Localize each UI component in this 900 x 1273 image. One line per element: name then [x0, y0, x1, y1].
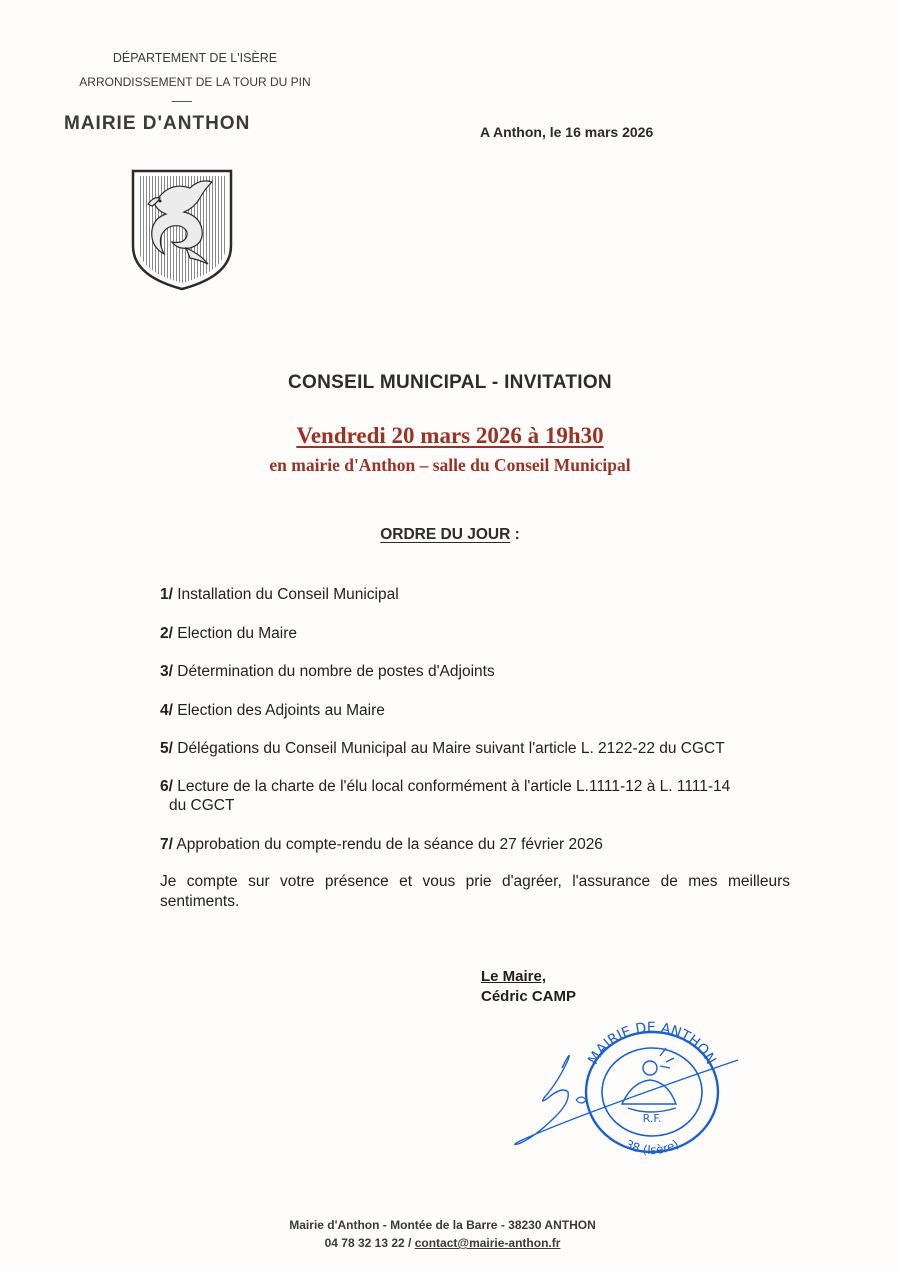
stamp-center-text: R.F. [642, 1112, 662, 1125]
agenda-item-number: 4/ [160, 702, 173, 719]
letterhead-divider [172, 101, 192, 102]
footer-separator: / [404, 1236, 415, 1250]
agenda-item-2 [160, 624, 800, 643]
official-stamp-icon [500, 1012, 750, 1162]
agenda-item-text: Approbation du compte-rendu de la séance du 27 février 2026 [176, 836, 603, 853]
footer-contact [0, 1236, 885, 1250]
closing-paragraph: Je compte sur votre présence et vous prie d'agréer, l'assurance de mes meilleurs sentiments. [160, 873, 790, 910]
agenda-item-number: 3/ [160, 663, 173, 680]
agenda-item-text-continued: du CGCT [169, 797, 235, 814]
signatory-title: Le Maire, [481, 968, 547, 985]
department-label: DÉPARTEMENT DE L'ISÈRE [112, 51, 278, 65]
agenda-item-number: 7/ [160, 836, 173, 853]
agenda-item-3 [160, 662, 800, 681]
agenda-item-text: Election du Maire [177, 625, 298, 642]
agenda-item-number: 5/ [160, 740, 173, 757]
agenda-label-suffix: : [510, 526, 520, 543]
agenda-item-text: Installation du Conseil Municipal [177, 586, 399, 603]
mairie-title: MAIRIE D'ANTHON [64, 113, 251, 134]
arrondissement-label: ARRONDISSEMENT DE LA TOUR DU PIN [79, 75, 311, 89]
date-line: A Anthon, le 16 mars 2026 [480, 124, 654, 140]
agenda-item-5 [160, 739, 800, 758]
stamp-bottom-text: 38 (Isère) [622, 1136, 682, 1158]
coat-of-arms-icon [130, 168, 234, 292]
agenda-item-text: Délégations du Conseil Municipal au Maire suivant l'article L. 2122-22 du CGCT [177, 740, 725, 757]
agenda-item-text: Détermination du nombre de postes d'Adjoints [177, 663, 495, 680]
agenda-item-text: Election des Adjoints au Maire [177, 702, 385, 719]
agenda-item-1 [160, 585, 800, 604]
agenda-label: ORDRE DU JOUR [380, 526, 511, 543]
agenda-item-6 [160, 777, 800, 815]
footer-address: Mairie d'Anthon - Montée de la Barre - 38230 ANTHON [289, 1218, 596, 1232]
agenda-item-number: 6/ [160, 778, 173, 795]
agenda-item-4 [160, 701, 800, 720]
signatory-name: Cédric CAMP [481, 988, 577, 1005]
agenda-item-text: Lecture de la charte de l'élu local conformément à l'article L.1111-12 à L. 1111-14 [177, 778, 731, 795]
invitation-heading: CONSEIL MUNICIPAL - INVITATION [288, 372, 612, 393]
agenda-item-number: 1/ [160, 586, 173, 603]
footer-phone: 04 78 32 13 22 [324, 1236, 405, 1250]
stamp-ring-text: MAIRIE DE ANTHON [585, 1019, 719, 1068]
agenda-item-7 [160, 835, 800, 854]
meeting-place: en mairie d'Anthon – salle du Conseil Municipal [269, 455, 631, 475]
meeting-date: Vendredi 20 mars 2026 à 19h30 [296, 423, 604, 448]
agenda-heading [0, 526, 900, 544]
agenda-item-number: 2/ [160, 625, 173, 642]
footer-email-link[interactable]: contact@mairie-anthon.fr [414, 1236, 561, 1250]
